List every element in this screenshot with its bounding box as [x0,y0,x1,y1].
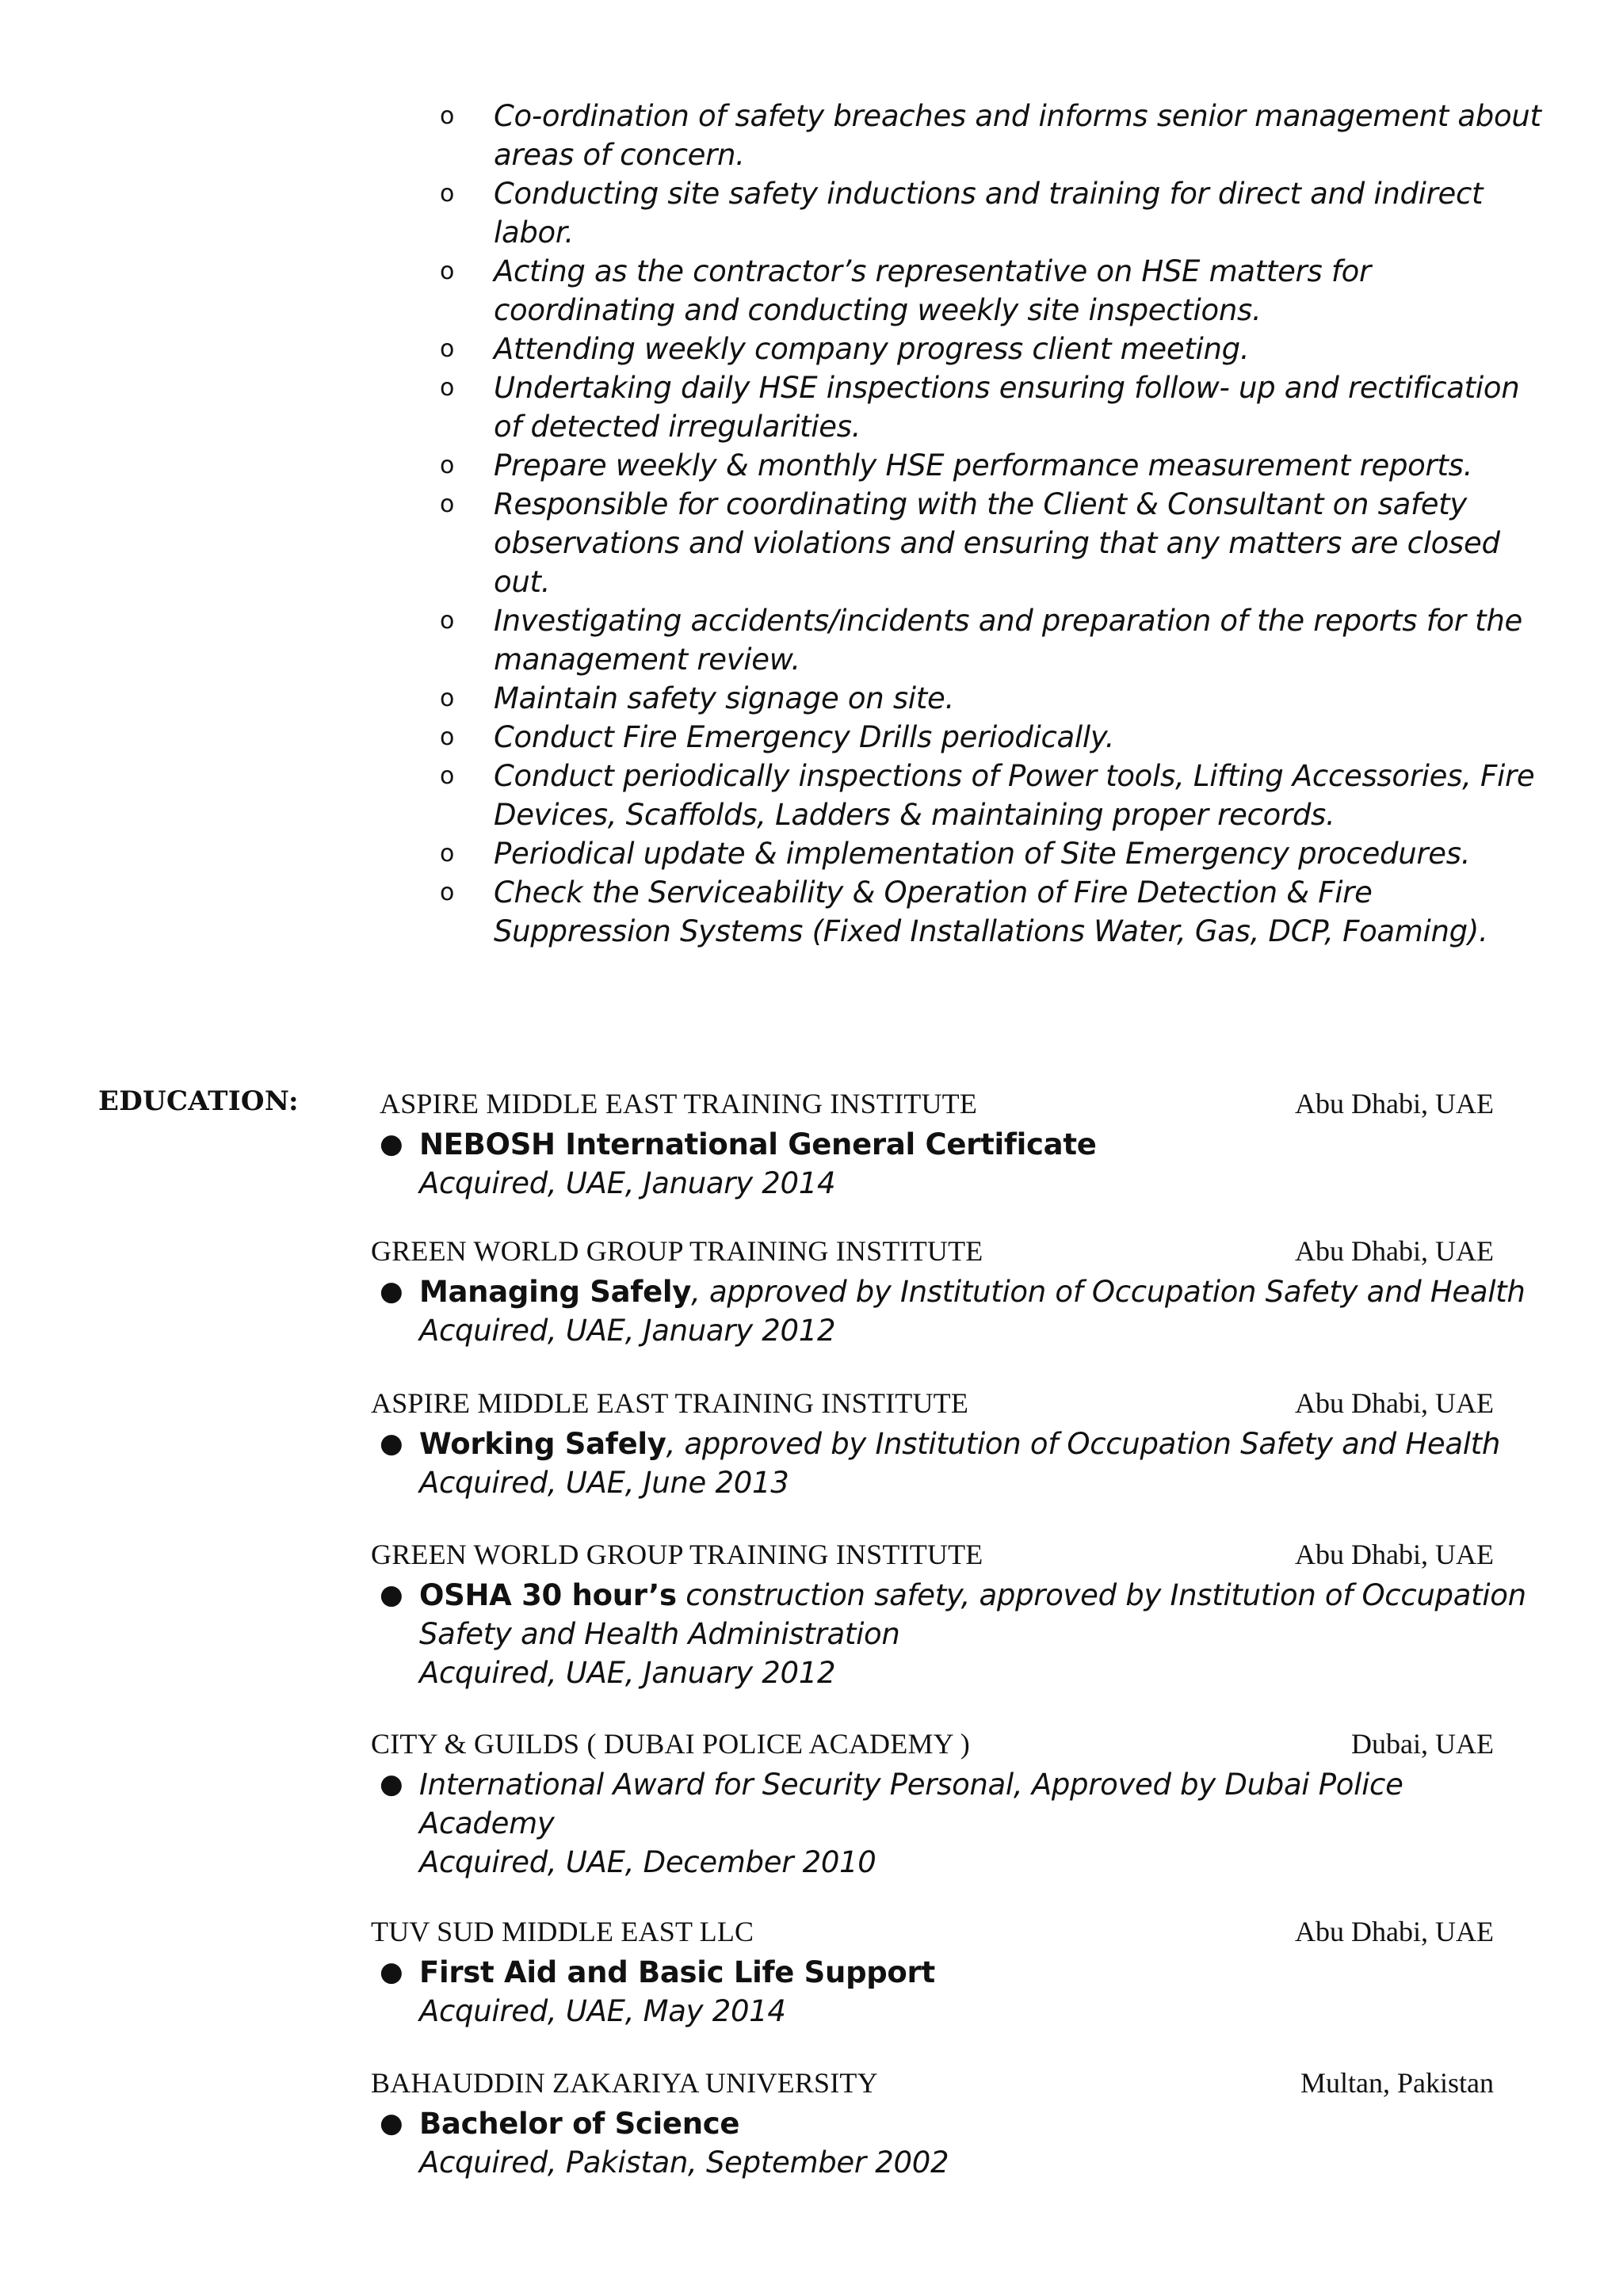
duty-text: Conduct Fire Emergency Drills periodically. [494,720,1115,754]
institution-name: GREEN WORLD GROUP TRAINING INSTITUTE [371,1539,983,1570]
education-entry [0,1234,1623,1350]
certificate-title: NEBOSH International General Certificate [419,1127,1097,1161]
duty-item [440,446,1549,485]
certificate-description: International Award for Security Personal, Approved by Dubai Police Academy [419,1768,1403,1840]
certificate-title: Bachelor of Science [419,2107,740,2141]
circle-bullet-icon: o [440,335,455,363]
duty-item [440,368,1549,446]
education-heading: EDUCATION: [98,1085,299,1117]
certificate-description: construction safety, approved by Institution of Occupation Safety and Health Administration [419,1578,1526,1651]
education-entry [0,1386,1623,1502]
duty-text: Prepare weekly & monthly HSE performance measurement reports. [494,448,1473,482]
duty-text: Co-ordination of safety breaches and informs senior management about areas of concern. [494,99,1541,172]
duty-item [440,679,1549,718]
education-entry [0,2066,1623,2182]
institution-location: Abu Dhabi, UAE [1295,1235,1494,1267]
duty-text: Conducting site safety inductions and training for direct and indirect labor. [494,177,1484,250]
circle-bullet-icon: o [440,607,455,635]
bullet-icon: ● [380,1276,403,1307]
duty-text: Check the Serviceability & Operation of Fire Detection & Fire Suppression Systems (Fixed Installations Water, Gas, DCP, Foaming). [494,875,1488,948]
duty-text: Attending weekly company progress client meeting. [494,332,1250,366]
duty-item [440,174,1549,252]
institution-location: Abu Dhabi, UAE [1295,1088,1494,1119]
circle-bullet-icon: o [440,879,455,906]
certificate [380,1125,1529,1203]
duty-text: Periodical update & implementation of Site Emergency procedures. [494,837,1471,871]
circle-bullet-icon: o [440,490,455,518]
certificate-title: OSHA 30 hour’s [419,1578,677,1612]
institution-location: Multan, Pakistan [1300,2067,1494,2099]
certificate-acquired: Acquired, UAE, May 2014 [419,1994,786,2028]
duty-item [440,757,1549,834]
circle-bullet-icon: o [440,102,455,130]
duty-item [440,485,1549,601]
education-entry [0,1538,1623,1692]
duties-list [440,97,1549,951]
education-entry [0,1087,1623,1203]
bullet-icon: ● [380,1128,403,1160]
certificate-title: Working Safely [419,1427,666,1461]
institution-location: Abu Dhabi, UAE [1295,1916,1494,1947]
bullet-icon: ● [380,2107,403,2139]
duty-item [440,601,1549,679]
certificate-acquired: Acquired, Pakistan, September 2002 [419,2145,949,2180]
institution-name: BAHAUDDIN ZAKARIYA UNIVERSITY [371,2067,878,2099]
duty-text: Investigating accidents/incidents and preparation of the reports for the management review. [494,604,1522,677]
certificate-title: Managing Safely [419,1275,692,1309]
certificate-acquired: Acquired, UAE, January 2012 [419,1656,836,1690]
circle-bullet-icon: o [440,840,455,868]
certificate [380,1272,1529,1350]
certificate-description: , approved by Institution of Occupation Safety and Health [691,1275,1526,1309]
certificate [380,1765,1529,1882]
certificate-acquired: Acquired, UAE, January 2012 [419,1314,836,1348]
certificate [380,2104,1529,2182]
circle-bullet-icon: o [440,180,455,208]
duty-item [440,873,1549,951]
institution-name: CITY & GUILDS ( DUBAI POLICE ACADEMY ) [371,1728,970,1760]
duty-item [440,97,1549,174]
certificate [380,1953,1529,2031]
duty-text: Maintain safety signage on site. [494,681,954,715]
institution-location: Abu Dhabi, UAE [1295,1539,1494,1570]
duty-item [440,330,1549,368]
duty-item [440,718,1549,757]
certificate-acquired: Acquired, UAE, June 2013 [419,1466,789,1500]
duty-text: Conduct periodically inspections of Power tools, Lifting Accessories, Fire Devices, Scaffolds, Ladders & maintaining proper records. [494,759,1535,832]
institution-name: TUV SUD MIDDLE EAST LLC [371,1916,754,1947]
certificate-title: First Aid and Basic Life Support [419,1955,935,1989]
bullet-icon: ● [380,1428,403,1459]
institution-location: Dubai, UAE [1351,1728,1494,1760]
certificate-description: , approved by Institution of Occupation Safety and Health [666,1427,1501,1461]
institution-name: ASPIRE MIDDLE EAST TRAINING INSTITUTE [371,1387,969,1419]
institution-name: ASPIRE MIDDLE EAST TRAINING INSTITUTE [380,1088,978,1119]
circle-bullet-icon: o [440,762,455,790]
duty-text: Undertaking daily HSE inspections ensuring follow- up and rectification of detected irregularities. [494,371,1520,444]
circle-bullet-icon: o [440,723,455,751]
education-entry [0,1727,1623,1882]
certificate-acquired: Acquired, UAE, December 2010 [419,1845,876,1879]
duty-item [440,834,1549,873]
bullet-icon: ● [380,1768,403,1800]
circle-bullet-icon: o [440,685,455,712]
circle-bullet-icon: o [440,257,455,285]
circle-bullet-icon: o [440,374,455,402]
bullet-icon: ● [380,1579,403,1611]
duty-item [440,252,1549,330]
certificate [380,1576,1529,1692]
institution-name: GREEN WORLD GROUP TRAINING INSTITUTE [371,1235,983,1267]
duty-text: Acting as the contractor’s representative on HSE matters for coordinating and conducting weekly site inspections. [494,254,1371,327]
certificate [380,1425,1529,1502]
duty-text: Responsible for coordinating with the Client & Consultant on safety observations and violations and ensuring that any matters are closed out. [494,487,1500,599]
bullet-icon: ● [380,1956,403,1988]
certificate-acquired: Acquired, UAE, January 2014 [419,1166,836,1200]
institution-location: Abu Dhabi, UAE [1295,1387,1494,1419]
education-entry [0,1915,1623,2031]
circle-bullet-icon: o [440,452,455,479]
